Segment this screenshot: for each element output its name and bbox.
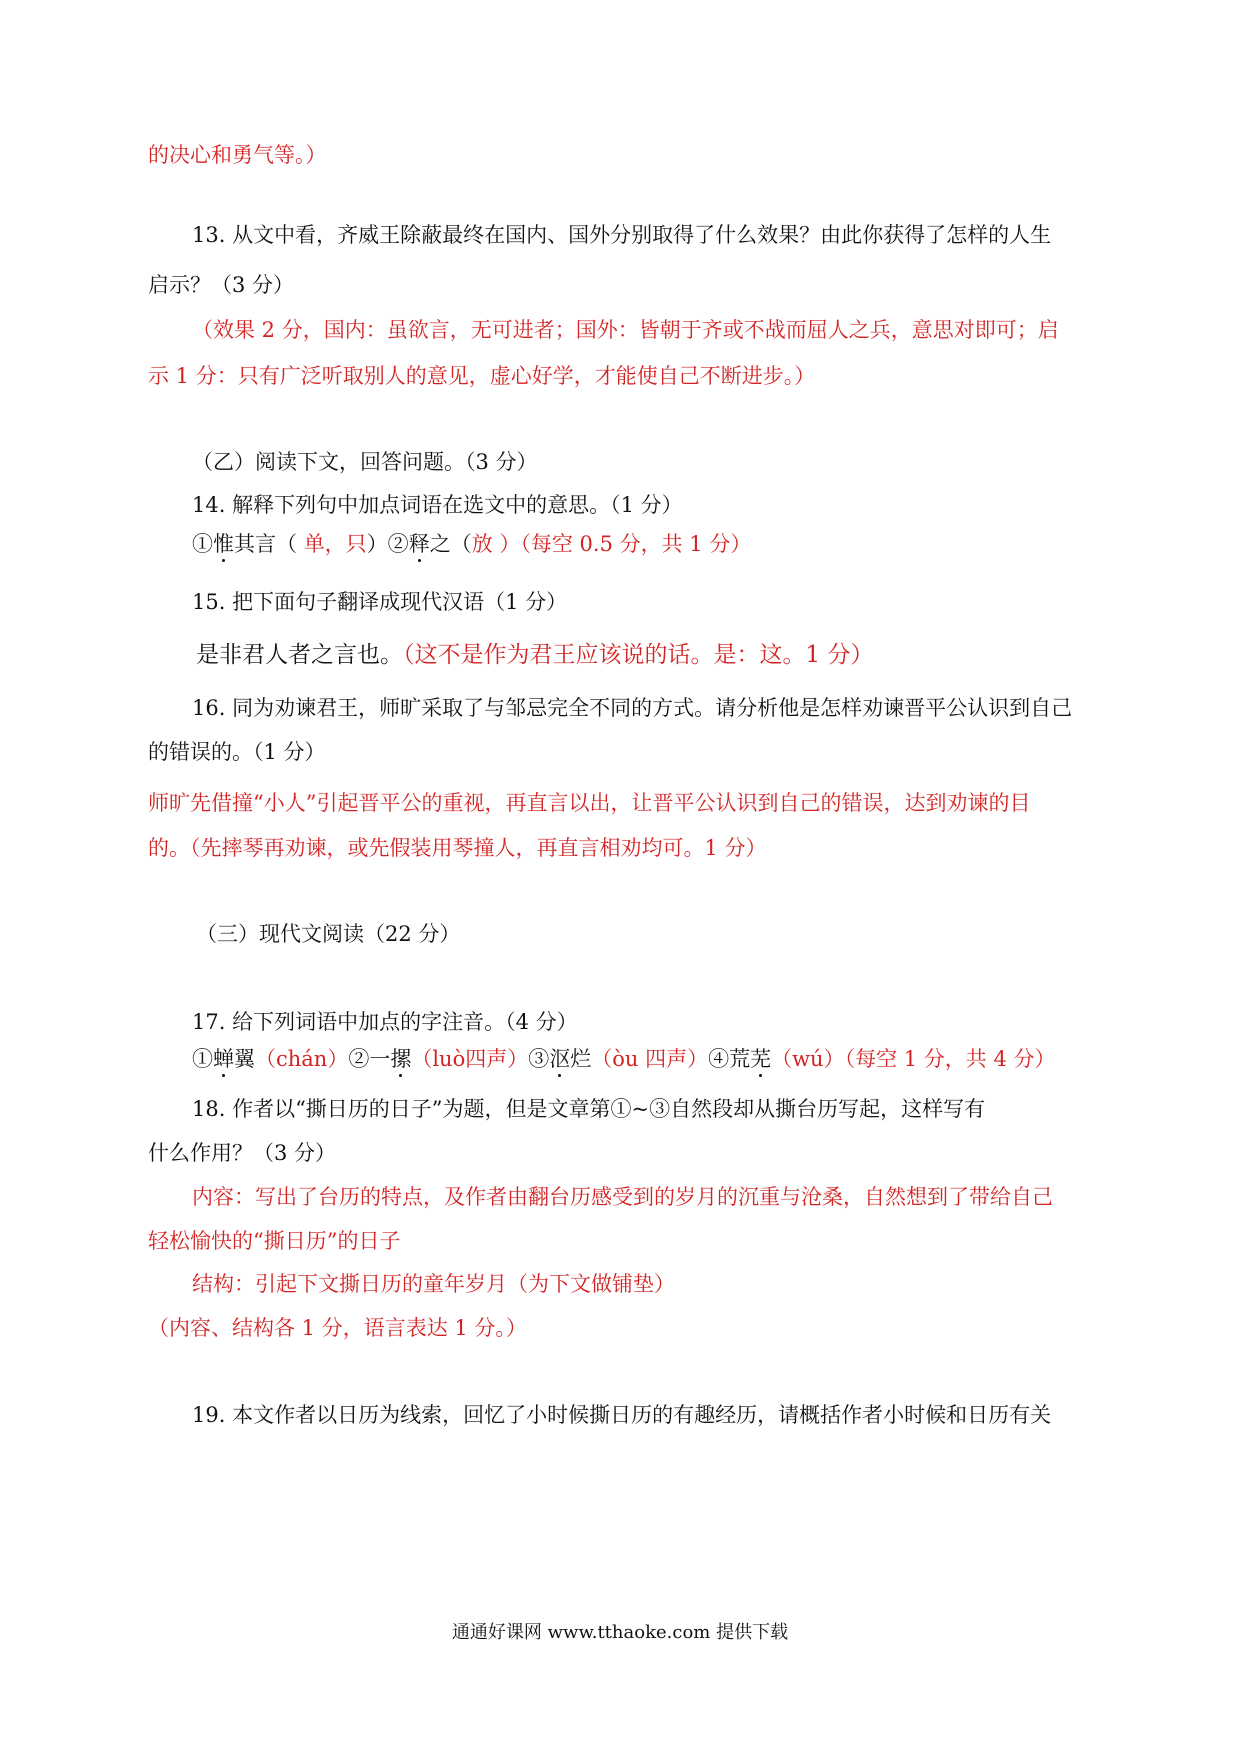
question-15: 15. 把下面句子翻译成现代汉语（1 分）: [192, 590, 568, 614]
q14-answer: 单，只: [303, 532, 367, 556]
q17-text: ③: [528, 1047, 550, 1071]
question-16-line1: 16. 同为劝谏君王，师旷采取了与邹忌完全不同的方式。请分析他是怎样劝谏晋平公认识到自己: [192, 696, 1073, 720]
question-14: 14. 解释下列句中加点词语在选文中的意思。（1 分）: [192, 493, 683, 517]
answer-18-line4: （内容、结构各 1 分，语言表达 1 分。）: [148, 1316, 527, 1340]
answer-17: [192, 1047, 1056, 1072]
answer-13-line1: （效果 2 分，国内：虽欲言，无可进者；国外：皆朝于齐或不战而屈人之兵，意思对即可；启: [192, 318, 1059, 342]
answer-18-line1: 内容：写出了台历的特点，及作者由翻台历感受到的岁月的沉重与沧桑，自然想到了带给自己: [192, 1185, 1053, 1209]
answer-18-line2: 轻松愉快的“撕日历”的日子: [148, 1229, 401, 1253]
page-footer: 通通好课网 www.tthaoke.com 提供下载: [451, 1622, 789, 1643]
answer-16-line2: 的。（先摔琴再劝谏，或先假装用琴撞人，再直言相劝均可。1 分）: [148, 836, 767, 860]
answer-14: [192, 532, 751, 557]
q15-translation: （这不是作为君王应该说的话。是：这。1 分）: [403, 642, 874, 668]
q15-sentence: 是非君人者之言也。: [196, 642, 403, 668]
q17-text: ①: [192, 1047, 213, 1071]
question-19: 19. 本文作者以日历为线索，回忆了小时候撕日历的有趣经历，请概括作者小时候和日历有关: [192, 1403, 1052, 1427]
question-18-line2: 什么作用？（3 分）: [148, 1141, 337, 1165]
answer-12-end: 的决心和勇气等。）: [148, 143, 327, 167]
q14-text: 其言（: [234, 532, 304, 556]
question-13-line1: 13. 从文中看，齐威王除蔽最终在国内、国外分别取得了什么效果？由此你获得了怎样的人生: [192, 223, 1052, 247]
question-17: 17. 给下列词语中加点的字注音。（4 分）: [192, 1010, 578, 1034]
q14-text: ）②: [366, 532, 409, 556]
dotted-char: 蝉: [213, 1047, 234, 1071]
answer-18-line3: 结构：引起下文撕日历的童年岁月（为下文做铺垫）: [192, 1272, 675, 1296]
section-yi-heading: （乙）阅读下文，回答问题。（3 分）: [192, 450, 538, 474]
answer-16-line1: 师旷先借撞“小人”引起晋平公的重视，再直言以出，让晋平公认识到自己的错误，达到劝谏的目: [148, 791, 1031, 815]
answer-15: [196, 642, 873, 670]
q17-answer: （wú）（每空 1 分，共 4 分）: [771, 1047, 1056, 1071]
q17-answer: （luò四声）: [411, 1047, 529, 1071]
section-san-heading: （三）现代文阅读（22 分）: [196, 922, 461, 946]
q17-text: 翼: [234, 1047, 255, 1071]
question-18-line1: 18. 作者以“撕日历的日子”为题，但是文章第①~③自然段却从撕台历写起，这样写有: [192, 1097, 986, 1121]
dotted-char: 摞: [390, 1047, 412, 1071]
dotted-char: 释: [408, 532, 430, 556]
dotted-char: 沤: [549, 1047, 571, 1071]
q14-answer: 放 ）（每空 0.5 分，共 1 分）: [471, 532, 752, 556]
dotted-char: 惟: [213, 532, 234, 556]
answer-13-line2: 示 1 分：只有广泛听取别人的意见，虚心好学，才能使自己不断进步。）: [148, 364, 816, 388]
dotted-char: 芜: [750, 1047, 772, 1071]
q14-text: ①: [192, 532, 213, 556]
question-13-line2: 启示？（3 分）: [148, 273, 295, 297]
q17-text: ④荒: [708, 1047, 751, 1071]
q14-text: 之（: [429, 532, 472, 556]
question-16-line2: 的错误的。（1 分）: [148, 740, 326, 764]
q17-text: ②一: [348, 1047, 391, 1071]
q17-answer: （òu 四声）: [591, 1047, 709, 1071]
q17-text: 烂: [570, 1047, 592, 1071]
q17-answer: （chán）: [255, 1047, 349, 1071]
